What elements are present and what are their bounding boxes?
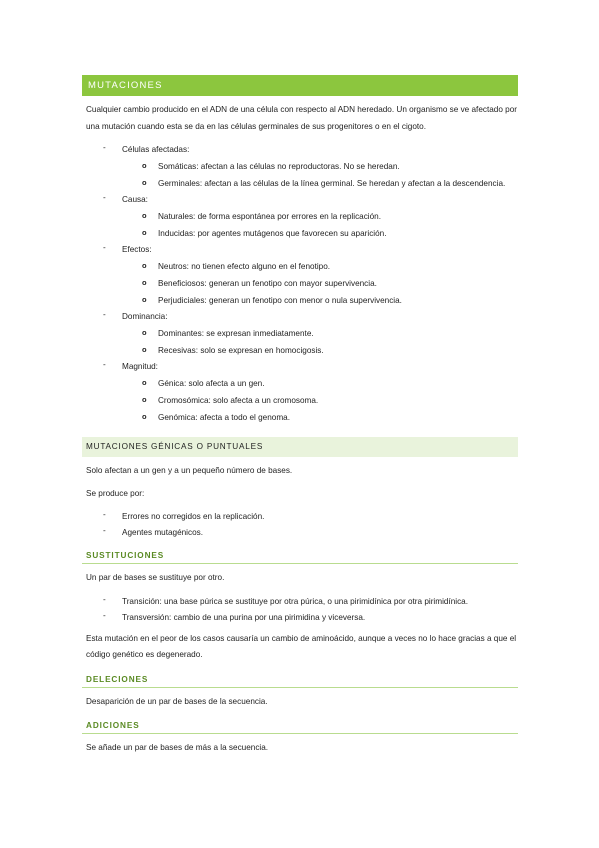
list-item (82, 241, 518, 308)
sublist-item: o Génica: solo afecta a un gen. (122, 374, 518, 391)
sublist-item: o Cromosómica: solo afecta a un cromosoma. (122, 391, 518, 408)
group-label: Dominancia: (122, 312, 168, 321)
sublist-item: o Beneficiosos: generan un fenotipo con mayor supervivencia. (122, 274, 518, 291)
list-item (82, 141, 518, 191)
list-item: - Transición: una base púrica se sustituye por otra púrica, o una pirimidínica por otra pirimidínica. (82, 593, 518, 609)
group-label: Efectos: (122, 245, 152, 254)
list-item (82, 191, 518, 241)
genicas-paragraph-2: Se produce por: (86, 488, 145, 498)
adiciones-paragraph: Se añade un par de bases de más a la secuencia. (86, 743, 269, 752)
group-label: Magnitud: (122, 362, 158, 371)
sublist-item: o Naturales: de forma espontánea por errores en la replicación. (122, 207, 518, 224)
sustituciones-paragraph-2: Esta mutación en el peor de los casos causaría un cambio de aminoácido, aunque a veces no lo hace gracias a que el código genético es degenerado. (86, 633, 517, 659)
list-item (82, 308, 518, 358)
list-item (82, 358, 518, 425)
mutaciones-classification-list (82, 141, 518, 425)
sustituciones-list (82, 593, 518, 625)
sublist (122, 324, 518, 358)
sublist (122, 157, 518, 191)
deleciones-paragraph: Desaparición de un par de bases de la secuencia. (86, 696, 268, 706)
section-heading-adiciones: ADICIONES (82, 718, 518, 734)
group-label: Causa: (122, 195, 148, 204)
section-heading-genicas: MUTACIONES GÉNICAS O PUNTUALES (82, 437, 518, 457)
mutaciones-intro: Cualquier cambio producido en el ADN de una célula con respecto al ADN heredado. Un organismo se ve afectado por una mutación cuando esta se da en las células germinales de sus progenitores o en el cigoto. (86, 105, 518, 131)
list-item: - Agentes mutagénicos. (82, 524, 518, 540)
section-heading-sustituciones: SUSTITUCIONES (82, 548, 518, 564)
list-item: - Transversión: cambio de una purina por una pirimidina y viceversa. (82, 609, 518, 625)
sublist-item: o Germinales: afectan a las células de la línea germinal. Se heredan y afectan a la descendencia. (122, 174, 518, 191)
document-page (82, 75, 518, 757)
genicas-cause-list (82, 508, 518, 540)
sublist-item: o Neutros: no tienen efecto alguno en el fenotipo. (122, 257, 518, 274)
sublist-item: o Inducidas: por agentes mutágenos que favorecen su aparición. (122, 224, 518, 241)
group-label: Células afectadas: (122, 145, 190, 154)
sublist-item: o Somáticas: afectan a las células no reproductoras. No se heredan. (122, 157, 518, 174)
section-heading-deleciones: DELECIONES (82, 672, 518, 688)
sublist (122, 257, 518, 308)
list-item: - Errores no corregidos en la replicación. (82, 508, 518, 524)
genicas-paragraph: Solo afectan a un gen y a un pequeño número de bases. (86, 466, 293, 475)
sublist-item: o Dominantes: se expresan inmediatamente. (122, 324, 518, 341)
sustituciones-paragraph: Un par de bases se sustituye por otro. (86, 573, 225, 582)
section-heading-mutaciones: MUTACIONES (82, 75, 518, 96)
sublist-item: o Genómica: afecta a todo el genoma. (122, 408, 518, 425)
sublist (122, 207, 518, 241)
sublist (122, 374, 518, 425)
sublist-item: o Perjudiciales: generan un fenotipo con menor o nula supervivencia. (122, 291, 518, 308)
sublist-item: o Recesivas: solo se expresan en homocigosis. (122, 341, 518, 358)
